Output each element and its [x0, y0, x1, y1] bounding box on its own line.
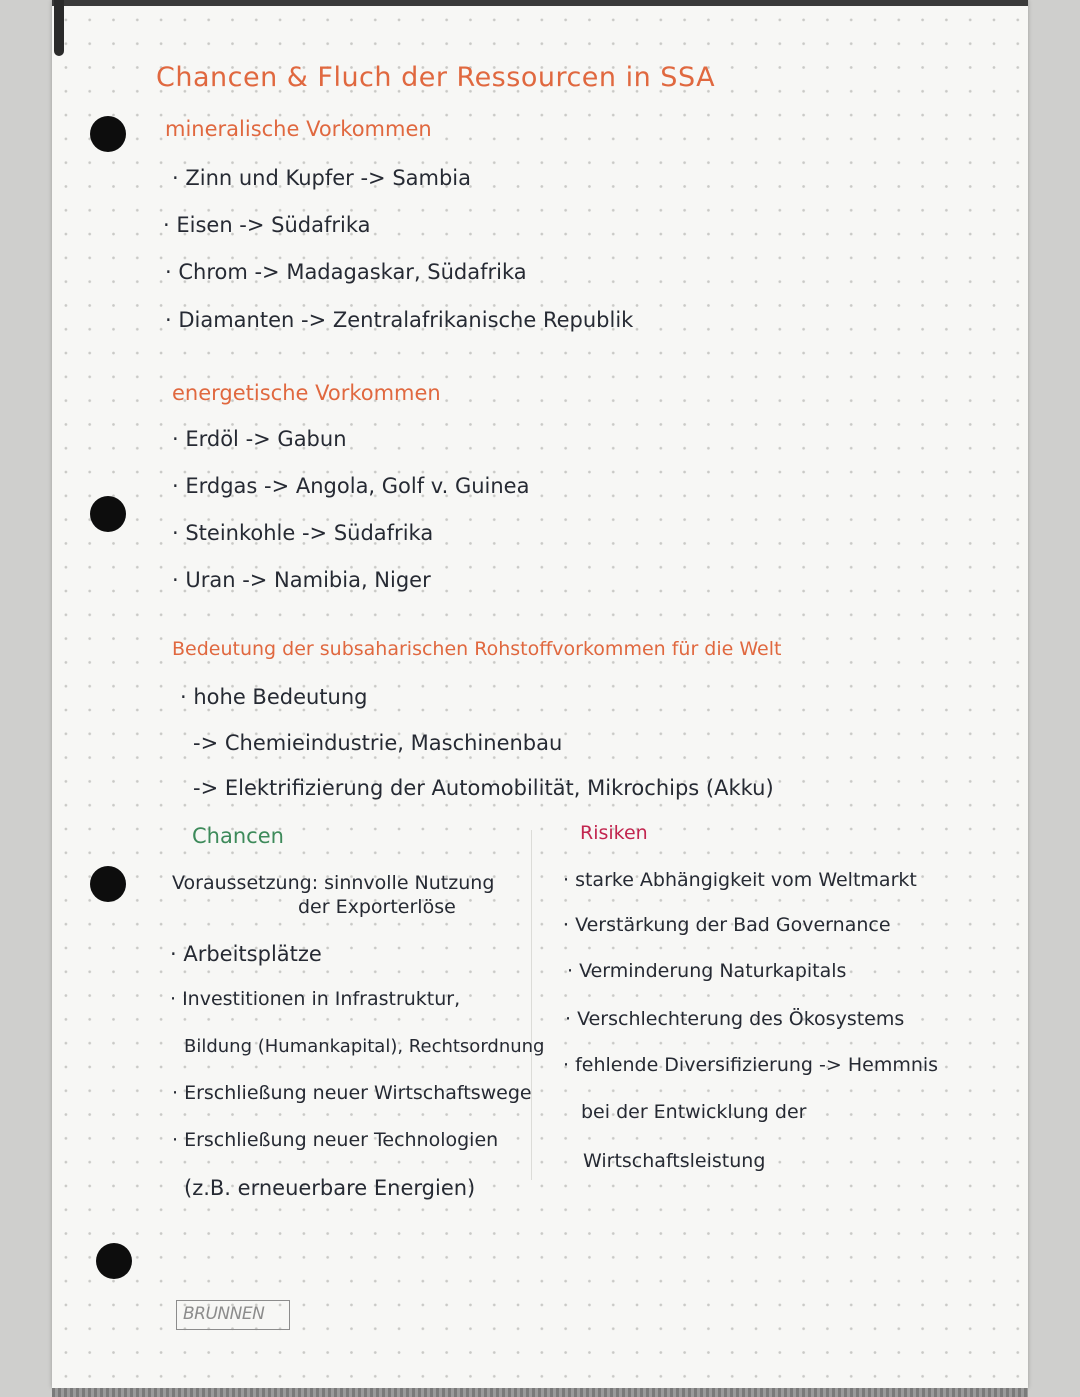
importance-item: · hohe Bedeutung	[180, 685, 368, 709]
energy-heading: energetische Vorkommen	[172, 381, 441, 405]
importance-item: -> Chemieindustrie, Maschinenbau	[193, 731, 563, 755]
punch-hole	[90, 496, 126, 532]
mineral-item: · Zinn und Kupfer -> Sambia	[172, 166, 472, 190]
mineral-item: · Chrom -> Madagaskar, Südafrika	[165, 260, 527, 284]
chances-item: (z.B. erneuerbare Energien)	[184, 1176, 476, 1200]
page-bottom-edge	[52, 1388, 1028, 1397]
chances-item: · Investitionen in Infrastruktur,	[170, 988, 461, 1010]
brand-logo: BRUNNEN	[176, 1300, 290, 1330]
chances-item: · Erschließung neuer Technologien	[172, 1129, 499, 1151]
risks-item: · fehlende Diversifizierung -> Hemmnis	[563, 1054, 939, 1076]
mineral-item: · Diamanten -> Zentralafrikanische Republik	[165, 308, 634, 332]
risks-heading: Risiken	[580, 822, 648, 844]
risks-item: Wirtschaftsleistung	[583, 1150, 766, 1172]
risks-item: · Verminderung Naturkapitals	[567, 960, 847, 982]
chances-prerequisite: der Exporterlöse	[298, 896, 456, 918]
chances-item: · Arbeitsplätze	[170, 942, 322, 966]
column-divider	[531, 830, 532, 1180]
energy-item: · Erdöl -> Gabun	[172, 427, 347, 451]
binder-clip	[54, 0, 64, 56]
chances-heading: Chancen	[192, 824, 284, 848]
page-title: Chancen & Fluch der Ressourcen in SSA	[156, 62, 716, 93]
chances-prerequisite: Voraussetzung: sinnvolle Nutzung	[172, 872, 495, 894]
punch-hole	[90, 116, 126, 152]
page-top-edge	[52, 0, 1028, 6]
importance-item: -> Elektrifizierung der Automobilität, Mikrochips (Akku)	[193, 776, 774, 800]
energy-item: · Erdgas -> Angola, Golf v. Guinea	[172, 474, 530, 498]
mineral-heading: mineralische Vorkommen	[165, 117, 432, 141]
risks-item: · Verstärkung der Bad Governance	[563, 914, 891, 936]
chances-item: Bildung (Humankapital), Rechtsordnung	[184, 1036, 545, 1057]
energy-item: · Steinkohle -> Südafrika	[172, 521, 434, 545]
mineral-item: · Eisen -> Südafrika	[163, 213, 371, 237]
punch-hole	[96, 1243, 132, 1279]
risks-item: · starke Abhängigkeit vom Weltmarkt	[563, 869, 917, 891]
chances-item: · Erschließung neuer Wirtschaftswege	[172, 1082, 532, 1104]
energy-item: · Uran -> Namibia, Niger	[172, 568, 431, 592]
risks-item: · Verschlechterung des Ökosystems	[565, 1008, 905, 1030]
importance-heading: Bedeutung der subsaharischen Rohstoffvorkommen für die Welt	[172, 638, 782, 660]
risks-item: bei der Entwicklung der	[581, 1101, 807, 1123]
punch-hole	[90, 866, 126, 902]
